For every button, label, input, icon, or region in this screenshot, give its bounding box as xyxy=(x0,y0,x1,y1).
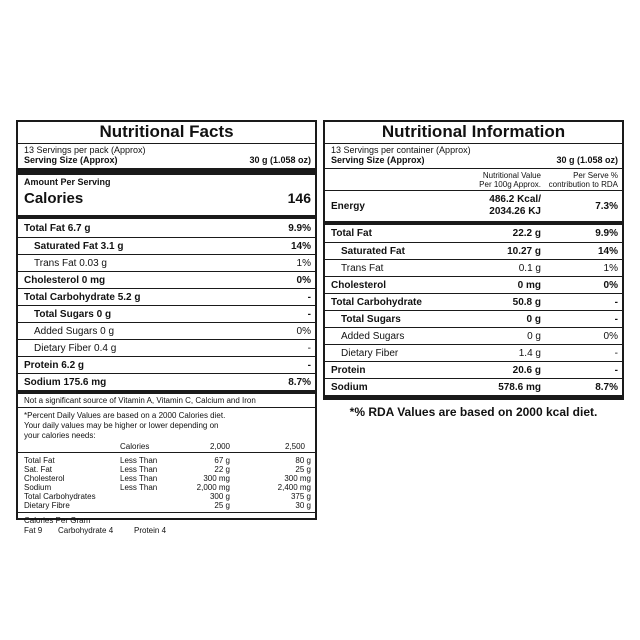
nutrient-dv: 8.7% xyxy=(288,376,311,388)
info-serving-size-row xyxy=(325,155,622,168)
nutrient-dv: 9.9% xyxy=(288,222,311,234)
nutrient-row-total-sugars xyxy=(18,305,315,322)
nutrient-label: Saturated Fat 3.1 g xyxy=(34,240,124,252)
energy-rda: 7.3% xyxy=(595,200,618,212)
servings-per-pack: 13 Servings per pack (Approx) xyxy=(24,145,146,155)
info-title: Nutritional Information xyxy=(325,122,622,144)
daily-value-footnote xyxy=(18,407,315,452)
dv-row: Sodium Less Than 2,000 mg 2,400 mg xyxy=(24,483,311,492)
footnote-line: your calories needs: xyxy=(24,431,96,440)
serving-size-label: Serving Size (Approx) xyxy=(24,155,118,165)
dv-limits-table xyxy=(18,456,315,510)
dv-header-row xyxy=(24,442,309,451)
dv-row: Total Carbohydrates 300 g 375 g xyxy=(24,492,311,501)
nutrient-row-sodium xyxy=(18,373,315,390)
info-row-sodium: Sodium 578.6 mg 8.7% xyxy=(325,378,622,395)
nutrient-row-saturated-fat xyxy=(18,237,315,254)
dv-header-2000: 2,000 xyxy=(209,442,230,451)
calories-label: Calories xyxy=(24,189,84,207)
servings-per-container: 13 Servings per container (Approx) xyxy=(331,145,471,155)
info-row-total-sugars: Total Sugars 0 g - xyxy=(325,310,622,327)
info-row-dietary-fiber: Dietary Fiber 1.4 g - xyxy=(325,344,622,361)
info-row-total-carbohydrate: Total Carbohydrate 50.8 g - xyxy=(325,293,622,310)
nutrient-row-protein xyxy=(18,356,315,373)
info-row-trans-fat: Trans Fat 0.1 g 1% xyxy=(325,259,622,276)
nutrient-dv: - xyxy=(307,291,311,303)
nutrient-dv: 0% xyxy=(296,274,311,286)
amount-per-serving: Amount Per Serving xyxy=(24,177,111,187)
info-row-protein: Protein 20.6 g - xyxy=(325,361,622,378)
footnote-line: *Percent Daily Values are based on a 2000 Calories diet. xyxy=(24,411,226,420)
dv-header-2500: 2,500 xyxy=(284,442,305,451)
nutrient-label: Total Fat 6.7 g xyxy=(24,222,91,234)
nutrient-row-trans-fat xyxy=(18,254,315,271)
nutrient-dv: 1% xyxy=(296,257,311,269)
nutrient-row-cholesterol xyxy=(18,271,315,288)
serving-size-value: 30 g (1.058 oz) xyxy=(249,155,311,165)
facts-title: Nutritional Facts xyxy=(18,122,315,144)
dv-header-calories: Calories xyxy=(120,442,150,451)
nutrition-facts-panel xyxy=(16,120,317,535)
dv-row: Dietary Fibre 25 g 30 g xyxy=(24,501,311,510)
nutrient-label: Protein 6.2 g xyxy=(24,359,85,371)
energy-row xyxy=(325,190,622,221)
calories-per-gram-title: Calories Per Gram xyxy=(24,516,91,525)
footnote-line: Your daily values may be higher or lower depending on xyxy=(24,421,219,430)
nutrient-label: Dietary Fiber 0.4 g xyxy=(34,342,117,354)
nutrient-label: Total Carbohydrate 5.2 g xyxy=(24,291,141,303)
protein-per-gram: Protein 4 xyxy=(134,526,167,535)
thick-divider xyxy=(18,168,315,175)
nutrient-row-dietary-fiber xyxy=(18,339,315,356)
fat-per-gram: Fat 9 xyxy=(24,526,43,535)
calories-per-gram-section xyxy=(18,512,315,537)
nutrient-label: Total Sugars 0 g xyxy=(34,308,112,320)
info-serving-size-label: Serving Size (Approx) xyxy=(331,155,425,165)
info-row-saturated-fat: Saturated Fat 10.27 g 14% xyxy=(325,242,622,259)
info-column-headers xyxy=(325,168,622,190)
not-significant-note: Not a significant source of Vitamin A, Vitamin C, Calcium and Iron xyxy=(24,396,256,405)
dv-row: Sat. Fat Less Than 22 g 25 g xyxy=(24,465,311,474)
info-row-total-fat: Total Fat 22.2 g 9.9% xyxy=(331,228,618,239)
dv-limits-section xyxy=(18,452,315,512)
nutrient-dv: - xyxy=(307,359,311,371)
info-row-added-sugars: Added Sugars 0 g 0% xyxy=(325,327,622,344)
nutrient-row-total-fat xyxy=(18,219,315,237)
nutrient-row-added-sugars xyxy=(18,322,315,339)
calories-per-gram-values xyxy=(24,526,309,536)
calories-row xyxy=(18,187,315,209)
nutrient-dv: 0% xyxy=(296,325,311,337)
dv-header-table xyxy=(24,442,309,451)
info-row-cholesterol: Cholesterol 0 mg 0% xyxy=(325,276,622,293)
rda-footer-note: *% RDA Values are based on 2000 kcal diet. xyxy=(349,405,598,419)
rda-header: Per Serve % contribution to RDA xyxy=(548,171,618,189)
per-100g-header: Nutritional Value Per 100g Approx. xyxy=(479,171,541,189)
calories-value: 146 xyxy=(287,190,311,206)
dv-row: Total Fat Less Than 67 g 80 g xyxy=(24,456,311,465)
serving-size-row xyxy=(18,155,315,168)
nutrient-label: Added Sugars 0 g xyxy=(34,325,115,337)
energy-value: 486.2 Kcal/ 2034.26 KJ xyxy=(489,194,541,217)
dv-row: Cholesterol Less Than 300 mg 300 mg xyxy=(24,474,311,483)
nutrient-row-total-carbohydrate xyxy=(18,288,315,305)
nutrient-label: Trans Fat 0.03 g xyxy=(34,257,107,269)
nutrient-label: Cholesterol 0 mg xyxy=(24,274,106,286)
energy-label: Energy xyxy=(331,200,365,212)
info-serving-size-value: 30 g (1.058 oz) xyxy=(556,155,618,165)
carb-per-gram: Carbohydrate 4 xyxy=(58,526,114,535)
nutrient-dv: 14% xyxy=(290,240,311,252)
nutrition-information-panel xyxy=(323,120,624,419)
nutrient-dv: - xyxy=(307,308,311,320)
nutrient-label: Sodium 175.6 mg xyxy=(24,376,107,388)
nutrient-dv: - xyxy=(307,342,311,354)
